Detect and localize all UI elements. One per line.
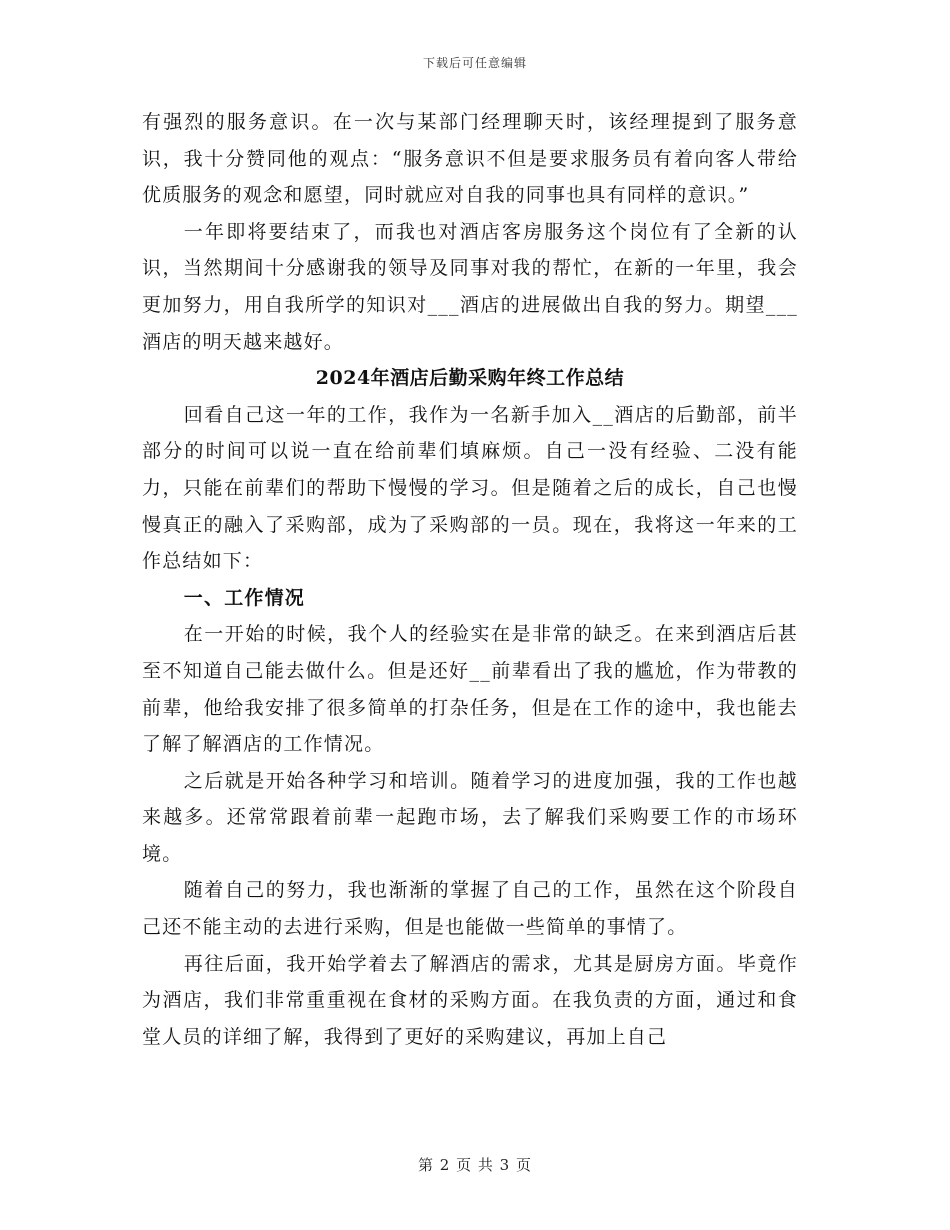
document-title: 2024年酒店后勤采购年终工作总结 <box>315 367 625 390</box>
section-heading-work-situation: 一、工作情况 <box>183 586 305 609</box>
paragraph-year-end: 一年即将要结束了，而我也对酒店客房服务这个岗位有了全新的认识，当然期间十分感谢我的领导及同事对我的帮忙，在新的一年里，我会更加努力，用自我所学的知识对___酒店的进展做出自我的努力。期望___酒店的明天越来越好。 <box>142 220 798 353</box>
paragraph-service-awareness: 有强烈的服务意识。在一次与某部门经理聊天时，该经理提到了服务意识，我十分赞同他的观点：“服务意识不但是要求服务员有着向客人带给优质服务的观念和愿望，同时就应对自我的同事也具有同样的意识。” <box>142 111 798 207</box>
document-body <box>142 104 798 1055</box>
paragraph-beginning: 在一开始的时候，我个人的经验实在是非常的缺乏。在来到酒店后甚至不知道自己能去做什么。但是还好__前辈看出了我的尴尬，作为带教的前辈，他给我安排了很多简单的打杂任务，但是在工作的途中，我也能去了解了解酒店的工作情况。 <box>142 623 798 756</box>
paragraph-intro: 回看自己这一年的工作，我作为一名新手加入__酒店的后勤部，前半部分的时间可以说一直在给前辈们填麻烦。自己一没有经验、二没有能力，只能在前辈们的帮助下慢慢的学习。但是随着之后的成长，自己也慢慢真正的融入了采购部，成为了采购部的一员。现在，我将这一年来的工作总结如下： <box>142 403 798 573</box>
paragraph-training: 之后就是开始各种学习和培训。随着学习的进度加强，我的工作也越来越多。还常常跟着前辈一起跑市场，去了解我们采购要工作的市场环境。 <box>142 769 798 865</box>
page-header: 下载后可任意编辑 <box>422 56 527 70</box>
paragraph-kitchen-needs: 再往后面，我开始学着去了解酒店的需求，尤其是厨房方面。毕竟作为酒店，我们非常重重视在食材的采购方面。在我负责的方面，通过和食堂人员的详细了解，我得到了更好的采购建议，再加上自己 <box>142 952 798 1048</box>
paragraph-progress: 随着自己的努力，我也渐渐的掌握了自己的工作，虽然在这个阶段自己还不能主动的去进行采购，但是也能做一些简单的事情了。 <box>142 879 798 939</box>
page-footer: 第 2 页 共 3 页 <box>418 1156 532 1174</box>
